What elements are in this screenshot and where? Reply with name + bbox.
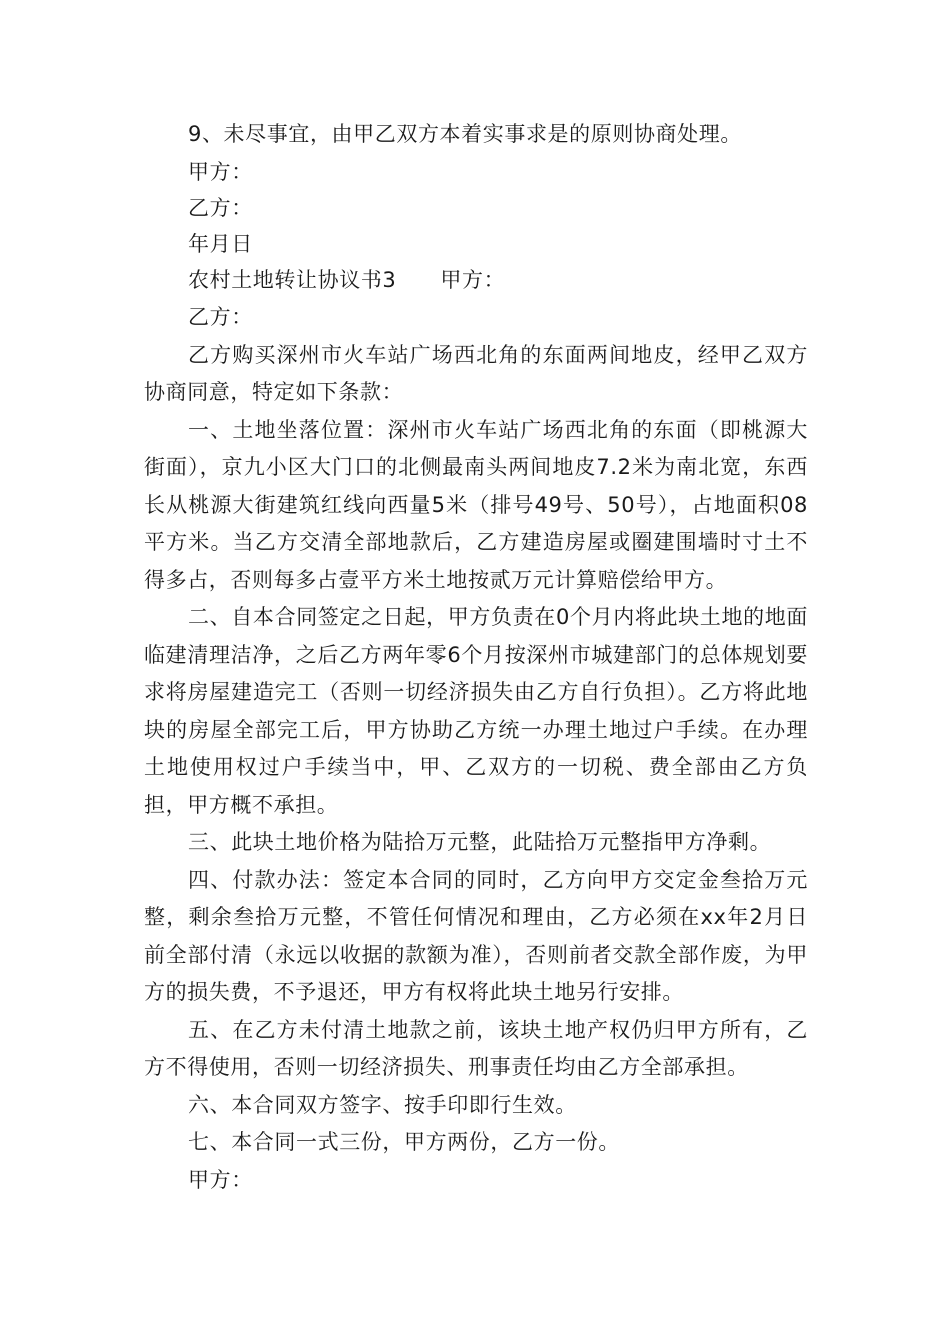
section-heading (144, 262, 808, 300)
party-b-line: 乙方： (188, 305, 253, 329)
date-line: 年月日 (188, 231, 253, 256)
party-a-signature-line: 甲方： (188, 159, 253, 184)
party-b-signature-line: 乙方： (188, 195, 253, 220)
party-a-closing-line: 甲方： (188, 1167, 253, 1192)
agreement-title: 农村土地转让协议书3 (188, 267, 397, 292)
clause-7-copies: 七、本合同一式三份，甲方两份，乙方一份。 (188, 1130, 620, 1154)
clause-1-location: 一、土地坐落位置：深州市火车站广场西北角的东面（即桃源大街面），京九小区大门口的北侧最南头两间地皮7.2米为南北宽，东西长从桃源大街建筑红线向西量5米（排号49号、50号），占地面积08平方米。当乙方交清全部地款后，乙方建造房屋或圈建围墙时寸土不得多占，否则每多占壹平方米土地按贰万元计算赔偿给甲方。 (144, 417, 808, 592)
clause-4-payment: 四、付款办法：签定本合同的同时，乙方向甲方交定金叁拾万元整，剩余叁拾万元整，不管任何情况和理由，乙方必须在xx年2月日前全部付清（永远以收据的款额为准），否则前者交款全部作废，为甲方的损失费，不予退还，甲方有权将此块土地另行安排。 (144, 867, 808, 1004)
preamble: 乙方购买深州市火车站广场西北角的东面两间地皮，经甲乙双方协商同意，特定如下条款： (144, 342, 808, 404)
heading-party-a: 甲方： (440, 267, 506, 292)
clause-3-price: 三、此块土地价格为陆拾万元整，此陆拾万元整指甲方净剩。 (188, 830, 772, 854)
clause-9: 9、未尽事宜，由甲乙双方本着实事求是的原则协商处理。 (188, 122, 742, 146)
clause-6-effect: 六、本合同双方签字、按手印即行生效。 (188, 1092, 577, 1117)
document-body (144, 116, 808, 1199)
clause-2-timeline: 二、自本合同签定之日起，甲方负责在0个月内将此块土地的地面临建清理洁净，之后乙方两年零6个月按深州市城建部门的总体规划要求将房屋建造完工（否则一切经济损失由乙方自行负担）。乙方将此地块的房屋全部完工后，甲方协助乙方统一办理土地过户手续。在办理土地使用权过户手续当中，甲、乙双方的一切税、费全部由乙方负担，甲方概不承担。 (144, 605, 808, 817)
clause-5-ownership: 五、在乙方未付清土地款之前，该块土地产权仍归甲方所有，乙方不得使用，否则一切经济损失、刑事责任均由乙方全部承担。 (144, 1017, 808, 1079)
